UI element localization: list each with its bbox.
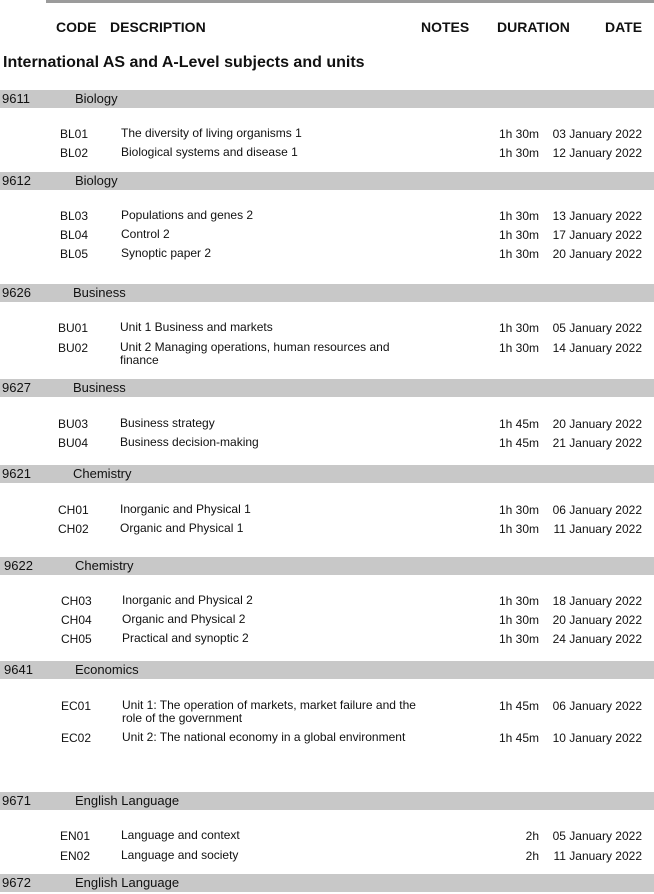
unit-duration: 1h 45m <box>498 436 539 450</box>
unit-duration: 1h 30m <box>498 321 539 335</box>
unit-description: Language and society <box>121 848 239 862</box>
unit-code: CH01 <box>58 503 89 517</box>
unit-date: 05 January 2022 <box>552 829 642 843</box>
subject-band <box>0 557 654 575</box>
subject-band <box>0 90 654 108</box>
unit-description: Inorganic and Physical 1 <box>120 502 251 516</box>
unit-date: 20 January 2022 <box>552 613 642 627</box>
unit-date: 13 January 2022 <box>552 209 642 223</box>
unit-duration: 1h 30m <box>498 228 539 242</box>
subject-code: 9621 <box>2 466 31 481</box>
unit-description: Practical and synoptic 2 <box>122 631 249 645</box>
top-rule <box>46 0 654 3</box>
unit-description: Synoptic paper 2 <box>121 246 212 260</box>
unit-description: Unit 1 Business and markets <box>120 320 273 334</box>
unit-date: 17 January 2022 <box>552 228 642 242</box>
unit-description: Control 2 <box>121 227 170 241</box>
unit-description: Business strategy <box>120 416 215 430</box>
unit-code: EC02 <box>61 731 92 745</box>
subject-band <box>0 465 654 483</box>
column-header-description: DESCRIPTION <box>110 19 206 35</box>
unit-description: Unit 2: The national economy in a global environment <box>122 730 406 744</box>
unit-description: Inorganic and Physical 2 <box>122 593 253 607</box>
unit-code: BL05 <box>60 247 89 261</box>
column-header-code: CODE <box>56 19 97 35</box>
unit-duration: 1h 45m <box>498 699 539 713</box>
unit-description: Language and context <box>121 828 240 842</box>
column-header-date: DATE <box>605 19 643 35</box>
subject-name: Economics <box>75 662 139 677</box>
subject-name: Business <box>73 285 126 300</box>
subject-band <box>0 379 654 397</box>
subject-code: 9671 <box>2 793 31 808</box>
unit-description: Biological systems and disease 1 <box>121 145 298 159</box>
column-header-notes: NOTES <box>421 19 470 35</box>
unit-duration: 1h 30m <box>498 209 539 223</box>
unit-code: CH05 <box>61 632 92 646</box>
unit-code: CH03 <box>61 594 92 608</box>
subject-name: Business <box>73 380 126 395</box>
unit-duration: 1h 30m <box>498 146 539 160</box>
subject-code: 9672 <box>2 875 31 890</box>
subject-band <box>0 172 654 190</box>
unit-date: 14 January 2022 <box>552 341 642 355</box>
subject-name: Chemistry <box>73 466 132 481</box>
unit-date: 21 January 2022 <box>552 436 642 450</box>
unit-duration: 1h 45m <box>498 731 539 745</box>
unit-code: EC01 <box>61 699 92 713</box>
unit-description: The diversity of living organisms 1 <box>121 126 302 140</box>
unit-code: EN02 <box>60 849 91 863</box>
subject-code: 9626 <box>2 285 31 300</box>
unit-code: BL04 <box>60 228 89 242</box>
subject-name: English Language <box>75 793 180 808</box>
unit-duration: 1h 30m <box>498 503 539 517</box>
unit-description: Organic and Physical 2 <box>122 612 246 626</box>
subject-code: 9641 <box>4 662 33 677</box>
unit-date: 20 January 2022 <box>552 417 642 431</box>
unit-duration: 1h 30m <box>498 247 539 261</box>
subject-name: Chemistry <box>75 558 134 573</box>
column-header-duration: DURATION <box>497 19 570 35</box>
unit-date: 06 January 2022 <box>552 503 642 517</box>
unit-duration: 1h 30m <box>498 127 539 141</box>
unit-description: Populations and genes 2 <box>121 208 254 222</box>
unit-date: 11 January 2022 <box>553 849 642 863</box>
unit-code: CH02 <box>58 522 89 536</box>
unit-code: BL03 <box>60 209 89 223</box>
subject-name: Biology <box>75 173 118 188</box>
unit-date: 24 January 2022 <box>552 632 642 646</box>
unit-code: BU01 <box>58 321 89 335</box>
unit-description: Unit 1: The operation of markets, market failure and the role of the government <box>122 698 416 725</box>
unit-duration: 2h <box>525 829 539 843</box>
unit-code: EN01 <box>60 829 91 843</box>
unit-code: BL02 <box>60 146 89 160</box>
subject-band <box>0 792 654 810</box>
subject-name: English Language <box>75 875 180 890</box>
unit-code: BU04 <box>58 436 89 450</box>
unit-code: BU02 <box>58 341 89 355</box>
unit-duration: 1h 45m <box>498 417 539 431</box>
subject-code: 9622 <box>4 558 33 573</box>
subject-band <box>0 661 654 679</box>
unit-duration: 1h 30m <box>498 613 539 627</box>
section-title: International AS and A-Level subjects and units <box>3 54 365 71</box>
unit-date: 10 January 2022 <box>552 731 642 745</box>
subject-code: 9627 <box>2 380 31 395</box>
unit-description: Unit 2 Managing operations, human resources and finance <box>120 340 390 367</box>
subject-band <box>0 284 654 302</box>
unit-description: Business decision-making <box>120 435 259 449</box>
unit-duration: 1h 30m <box>498 341 539 355</box>
unit-code: BL01 <box>60 127 89 141</box>
unit-date: 11 January 2022 <box>553 522 642 536</box>
subject-code: 9612 <box>2 173 31 188</box>
unit-code: CH04 <box>61 613 92 627</box>
subject-name: Biology <box>75 91 118 106</box>
unit-code: BU03 <box>58 417 89 431</box>
unit-description: Organic and Physical 1 <box>120 521 244 535</box>
subject-band <box>0 874 654 892</box>
unit-date: 12 January 2022 <box>552 146 642 160</box>
unit-date: 20 January 2022 <box>552 247 642 261</box>
unit-date: 18 January 2022 <box>552 594 642 608</box>
unit-duration: 2h <box>525 849 539 863</box>
unit-duration: 1h 30m <box>498 522 539 536</box>
unit-date: 03 January 2022 <box>552 127 642 141</box>
unit-date: 05 January 2022 <box>552 321 642 335</box>
unit-date: 06 January 2022 <box>552 699 642 713</box>
unit-duration: 1h 30m <box>498 594 539 608</box>
subject-code: 9611 <box>2 91 30 106</box>
unit-duration: 1h 30m <box>498 632 539 646</box>
